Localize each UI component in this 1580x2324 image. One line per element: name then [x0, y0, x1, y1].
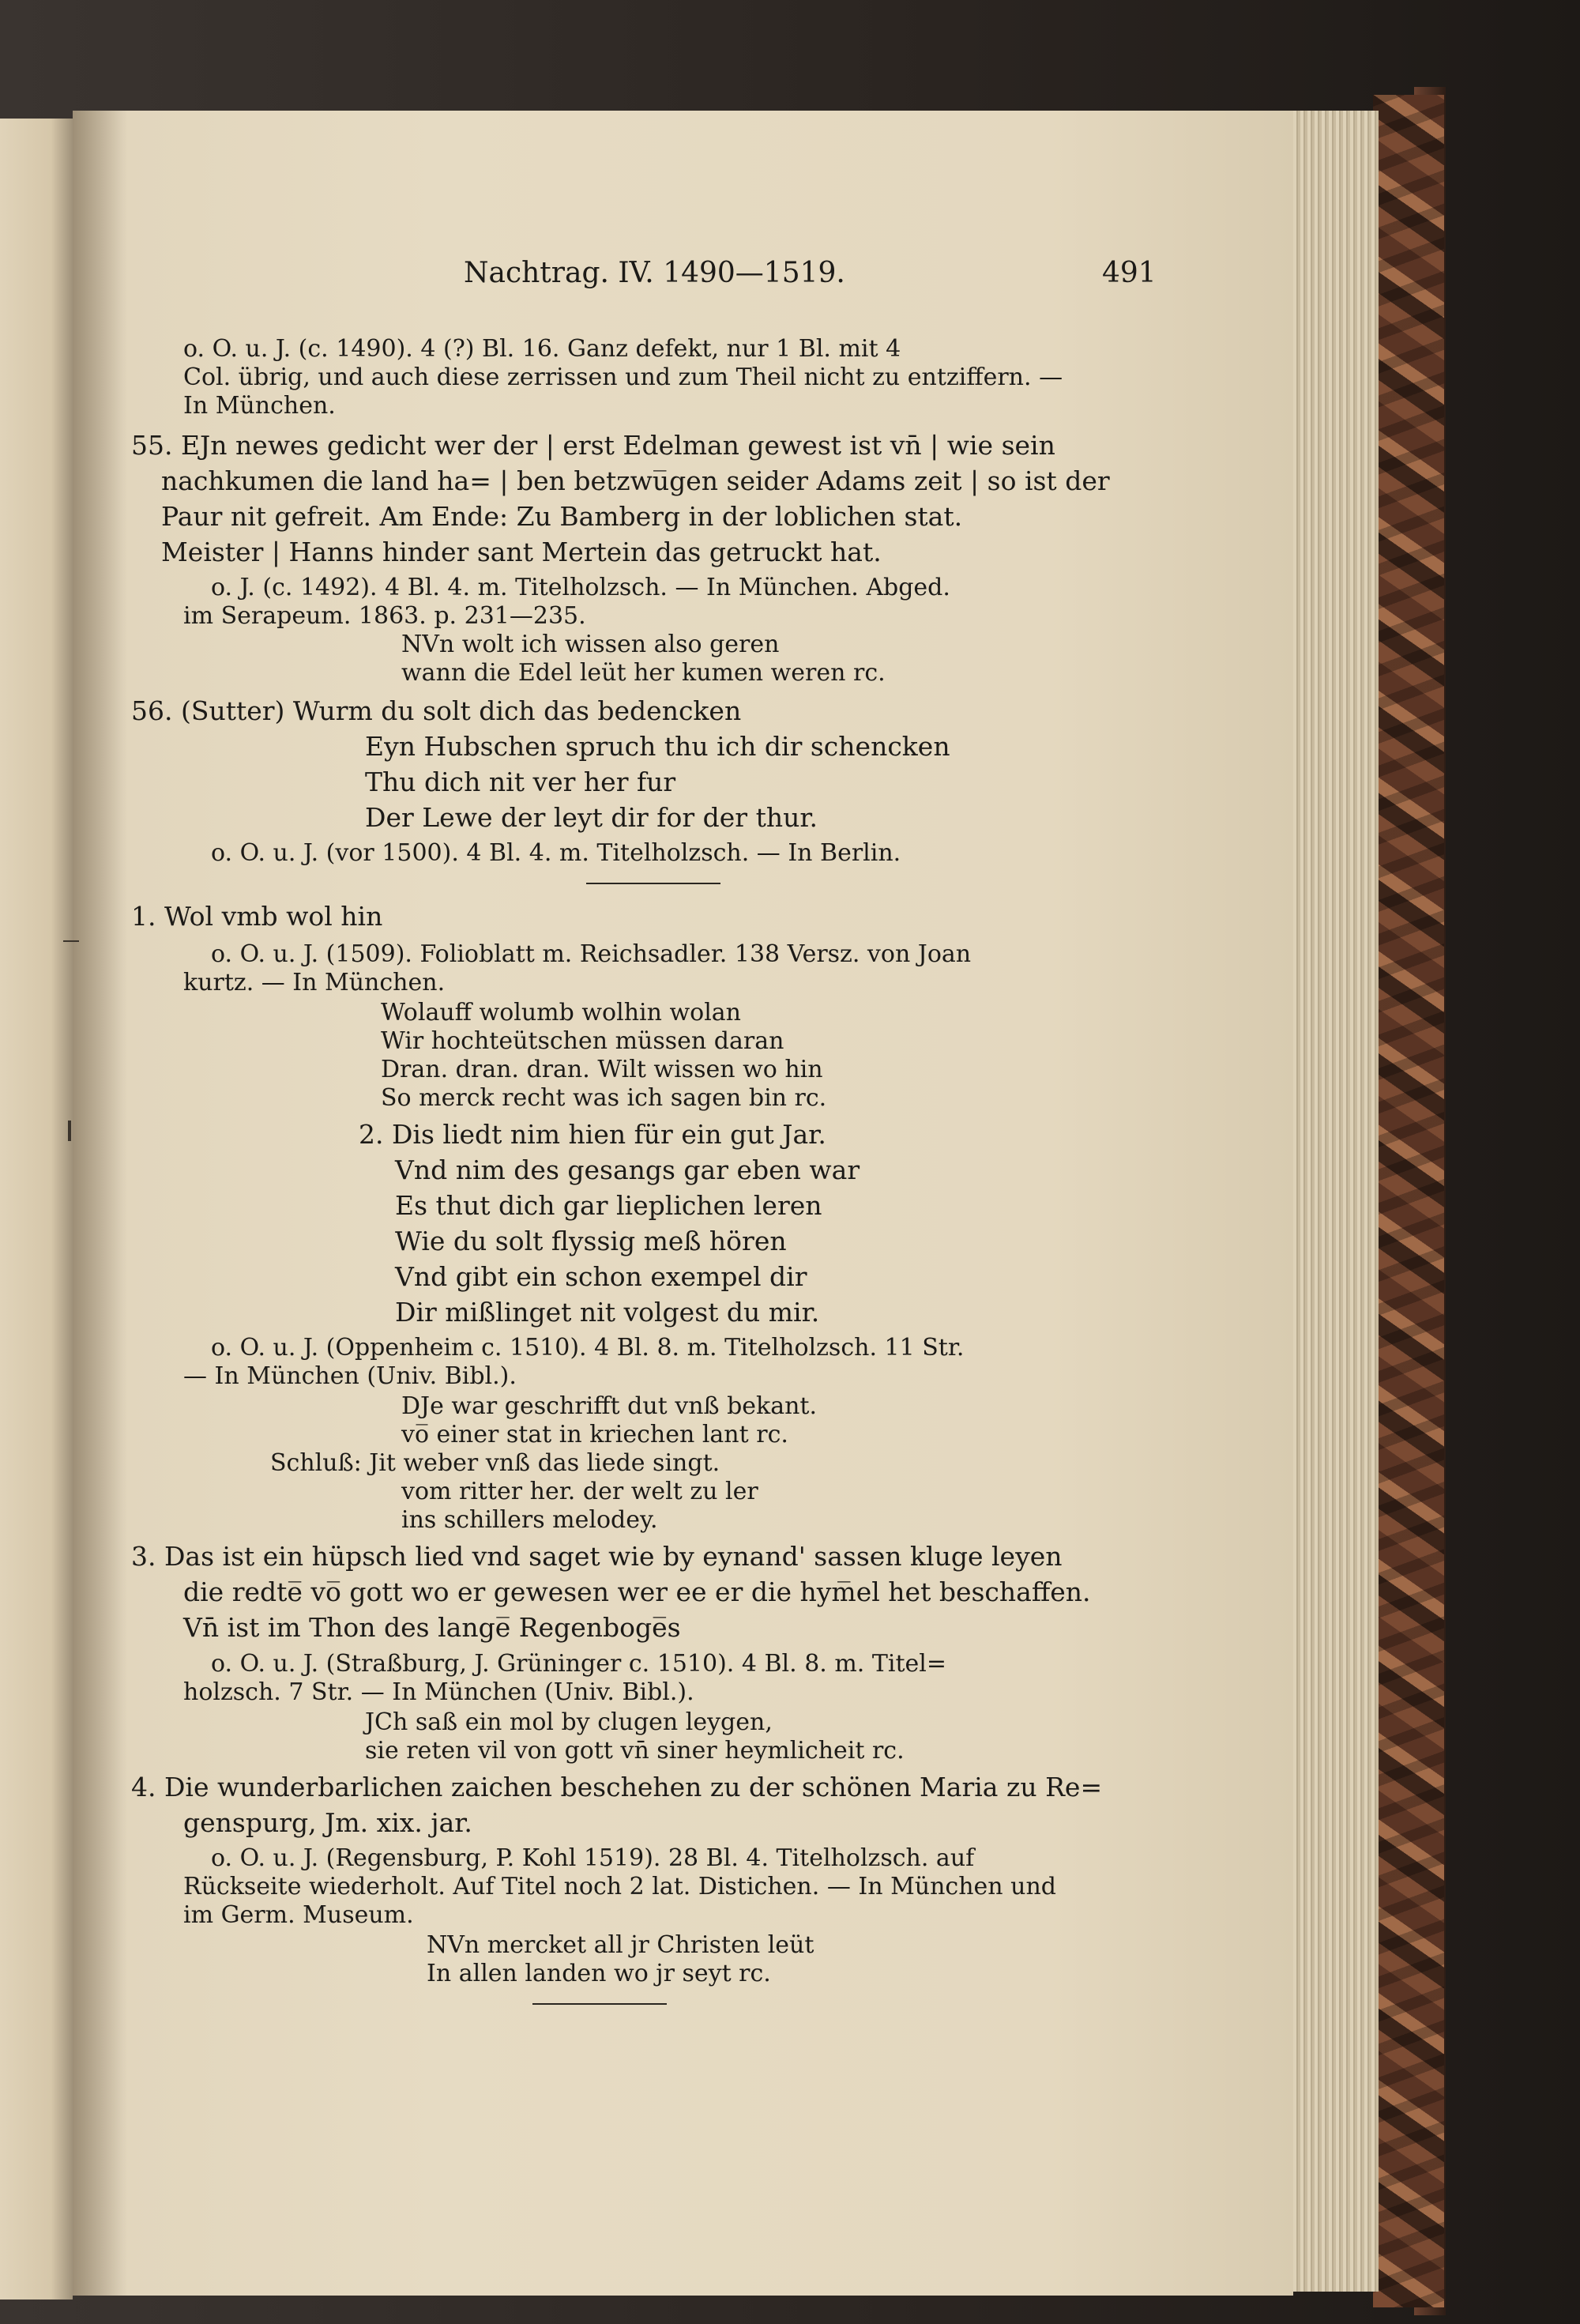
margin-mark	[68, 1121, 71, 1141]
page-edges	[1284, 111, 1379, 2292]
text-line: Der Lewe der leyt dir for der thur.	[365, 802, 818, 833]
gutter-shadow	[73, 111, 128, 2296]
text-line: Paur nit gefreit. Am Ende: Zu Bamberg in der loblichen stat.	[161, 501, 963, 532]
text-line: nachkumen die land ha= | ben betzwu̅gen seider Adams zeit | so ist der	[161, 465, 1110, 496]
text-line: kurtz. — In München.	[183, 969, 446, 996]
section-divider	[532, 2003, 667, 2005]
text-line: JCh saß ein mol by clugen leygen,	[365, 1708, 773, 1736]
text-line: Meister | Hanns hinder sant Mertein das getruckt hat.	[161, 537, 882, 567]
page-number: 491	[1102, 257, 1157, 289]
text-line: 4. Die wunderbarlichen zaichen beschehen zu der schönen Maria zu Re=	[131, 1772, 1103, 1802]
text-line: o. O. u. J. (c. 1490). 4 (?) Bl. 16. Ganz defekt, nur 1 Bl. mit 4	[183, 335, 901, 363]
text-line: NVn wolt ich wissen also geren	[401, 631, 780, 658]
text-line: vo̅ einer stat in kriechen lant rc.	[401, 1421, 788, 1448]
text-line: DJe war geschrifft dut vnß bekant.	[401, 1392, 818, 1420]
text-line: In München.	[183, 392, 336, 420]
text-line: die redte̅ vo̅ gott wo er gewesen wer ee er die hym̅el het beschaffen.	[183, 1576, 1091, 1607]
text-line: 2. Dis liedt nim hien für ein gut Jar.	[359, 1119, 826, 1150]
text-line: Dran. dran. dran. Wilt wissen wo hin	[381, 1056, 823, 1083]
text-line: Dir mißlinget nit volgest du mir.	[395, 1297, 820, 1328]
text-line: o. O. u. J. (vor 1500). 4 Bl. 4. m. Titelholzsch. — In Berlin.	[211, 839, 901, 867]
text-line: 3. Das ist ein hüpsch lied vnd saget wie by eynand' sassen kluge leyen	[131, 1541, 1063, 1572]
text-line: Vnd nim des gesangs gar eben war	[395, 1154, 860, 1185]
text-line: Rückseite wiederholt. Auf Titel noch 2 lat. Distichen. — In München und	[183, 1873, 1057, 1900]
text-line: Schluß: Jit weber vnß das liede singt.	[270, 1449, 720, 1477]
margin-mark	[63, 940, 79, 942]
text-line: Wir hochteütschen müssen daran	[381, 1027, 784, 1055]
book-page	[73, 111, 1293, 2296]
section-divider	[586, 883, 720, 884]
marbled-edge	[1373, 95, 1444, 2307]
text-line: — In München (Univ. Bibl.).	[183, 1362, 517, 1390]
text-line: Eyn Hubschen spruch thu ich dir schencken	[365, 731, 950, 762]
text-line: Vnd gibt ein schon exempel dir	[395, 1261, 807, 1292]
text-line: im Serapeum. 1863. p. 231—235.	[183, 602, 586, 630]
text-line: Wolauff wolumb wolhin wolan	[381, 999, 742, 1026]
text-line: wann die Edel leüt her kumen weren rc.	[401, 659, 886, 687]
text-line: Thu dich nit ver her fur	[365, 767, 676, 797]
text-line: 56. (Sutter) Wurm du solt dich das bedencken	[131, 695, 742, 726]
text-line: NVn mercket all jr Christen leüt	[427, 1931, 814, 1959]
text-line: 1. Wol vmb wol hin	[131, 901, 383, 932]
text-line: Es thut dich gar lieplichen leren	[395, 1190, 822, 1221]
text-line: o. O. u. J. (Oppenheim c. 1510). 4 Bl. 8. m. Titelholzsch. 11 Str.	[211, 1334, 965, 1362]
text-line: Vn̄ ist im Thon des lange̅ Regenboge̅s	[183, 1612, 681, 1643]
text-line: im Germ. Museum.	[183, 1901, 414, 1929]
text-line: 55. EJn newes gedicht wer der | erst Edelman gewest ist vn̄ | wie sein	[131, 430, 1055, 461]
running-title: Nachtrag. IV. 1490—1519.	[464, 257, 845, 289]
text-line: In allen landen wo jr seyt rc.	[427, 1960, 771, 1987]
text-line: o. O. u. J. (1509). Folioblatt m. Reichsadler. 138 Versz. von Joan	[211, 940, 972, 968]
text-line: ins schillers melodey.	[401, 1506, 658, 1534]
text-line: vom ritter her. der welt zu ler	[401, 1478, 758, 1505]
text-line: holzsch. 7 Str. — In München (Univ. Bibl.).	[183, 1678, 694, 1706]
text-line: Col. übrig, und auch diese zerrissen und zum Theil nicht zu entziffern. —	[183, 363, 1063, 391]
text-line: sie reten vil von gott vn̄ siner heymlicheit rc.	[365, 1737, 905, 1765]
text-line: o. O. u. J. (Regensburg, P. Kohl 1519). 28 Bl. 4. Titelholzsch. auf	[211, 1844, 975, 1872]
text-line: o. O. u. J. (Straßburg, J. Grüninger c. 1510). 4 Bl. 8. m. Titel=	[211, 1650, 947, 1678]
facing-page	[0, 119, 73, 2300]
text-line: genspurg, Jm. xix. jar.	[183, 1807, 472, 1838]
text-line: So merck recht was ich sagen bin rc.	[381, 1084, 827, 1112]
text-line: Wie du solt flyssig meß hören	[395, 1226, 787, 1256]
text-line: o. J. (c. 1492). 4 Bl. 4. m. Titelholzsch. — In München. Abged.	[211, 574, 950, 601]
